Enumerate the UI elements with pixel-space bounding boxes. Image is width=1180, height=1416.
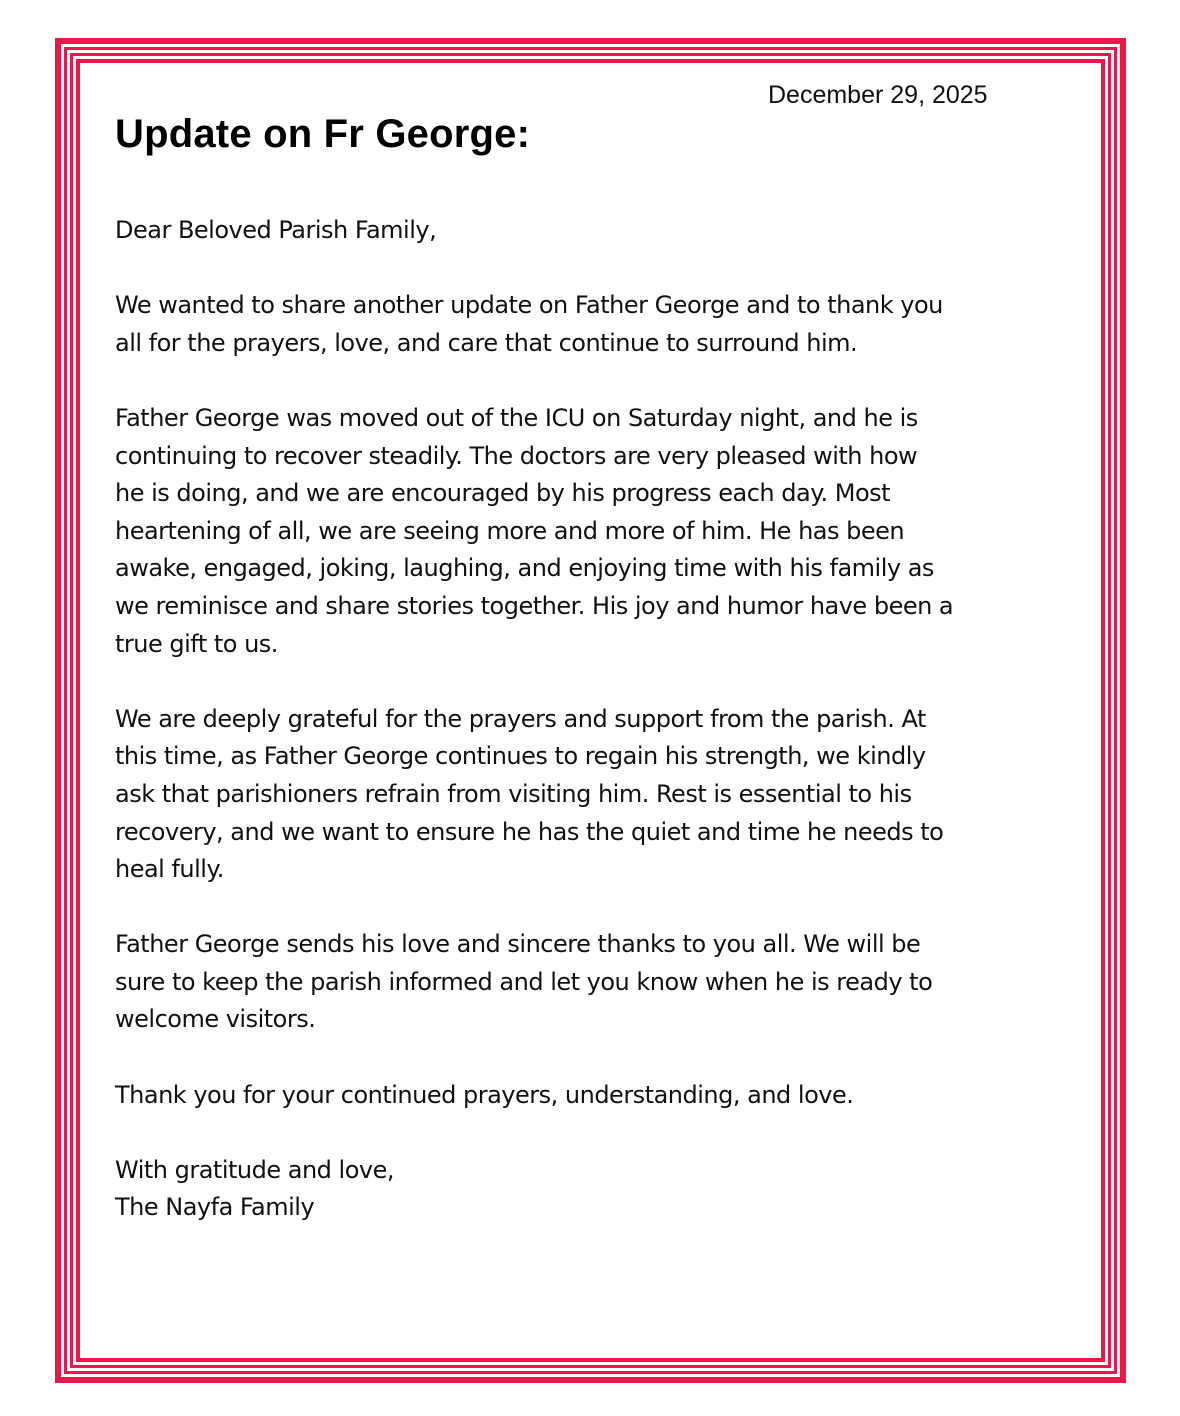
letter-body xyxy=(115,212,1075,1265)
closing: With gratitude and love, xyxy=(115,1155,394,1184)
paragraph-line: he is doing, and we are encouraged by his progress each day. Most xyxy=(115,479,891,508)
paragraph-line: We wanted to share another update on Father George and to thank you xyxy=(115,291,943,320)
paragraph-4 xyxy=(115,926,1075,1039)
paragraph-line: heal fully. xyxy=(115,855,224,884)
paragraph-line: We are deeply grateful for the prayers and support from the parish. At xyxy=(115,704,926,733)
page-title: Update on Fr George: xyxy=(115,112,531,156)
paragraph-line: sure to keep the parish informed and let you know when he is ready to xyxy=(115,967,933,996)
paragraph-line: all for the prayers, love, and care that continue to surround him. xyxy=(115,328,858,357)
paragraph-line: ask that parishioners refrain from visiting him. Rest is essential to his xyxy=(115,779,912,808)
signature: The Nayfa Family xyxy=(115,1193,315,1222)
salutation-line: Dear Beloved Parish Family, xyxy=(115,216,437,244)
paragraph-line: awake, engaged, joking, laughing, and enjoying time with his family as xyxy=(115,554,934,583)
paragraph-line: true gift to us. xyxy=(115,629,278,658)
paragraph-line: recovery, and we want to ensure he has the quiet and time he needs to xyxy=(115,817,944,846)
paragraph-line: Father George was moved out of the ICU on Saturday night, and he is xyxy=(115,403,918,432)
paragraph-line: Thank you for your continued prayers, understanding, and love. xyxy=(115,1080,854,1109)
paragraph-line: this time, as Father George continues to regain his strength, we kindly xyxy=(115,742,926,771)
paragraph-line: welcome visitors. xyxy=(115,1005,316,1034)
paragraph-line: heartening of all, we are seeing more and more of him. He has been xyxy=(115,516,905,545)
paragraph-line: continuing to recover steadily. The doctors are very pleased with how xyxy=(115,441,918,470)
paragraph-line: Father George sends his love and sincere thanks to you all. We will be xyxy=(115,930,921,959)
paragraph-5 xyxy=(115,1077,1075,1115)
salutation xyxy=(115,212,1075,250)
letter-date: December 29, 2025 xyxy=(768,81,988,109)
paragraph-line: we reminisce and share stories together. His joy and humor have been a xyxy=(115,591,954,620)
sign-off xyxy=(115,1152,1075,1227)
paragraph-3 xyxy=(115,701,1075,889)
paragraph-1 xyxy=(115,287,1075,362)
paragraph-2 xyxy=(115,400,1075,663)
